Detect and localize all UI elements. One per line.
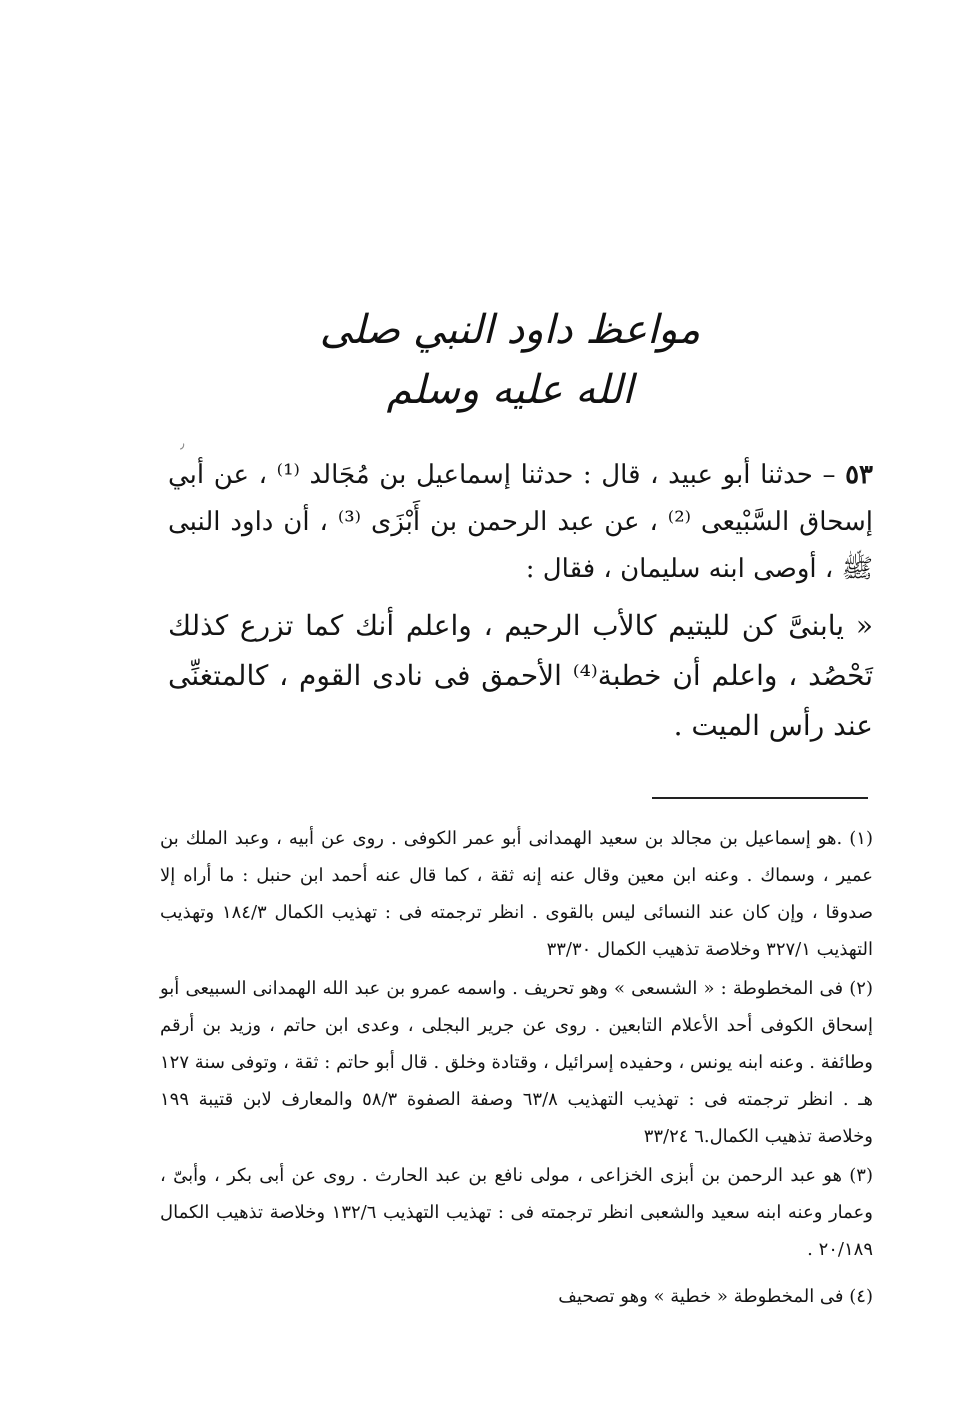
margin-mark: ٫ (180, 436, 185, 452)
hadith-quote: « يابنىَّ كن لليتيم كالأب الرحيم ، واعلم أنك كما تزرع كذلك تَحْصُد ، واعلم أن خطبة⁽⁴⁾ الأحمق فى نادى القوم ، كالمتغنِّى عند رأس الميت . (168, 609, 873, 742)
footnote-3: (٣) هو عبد الرحمن بن أبزى الخزاعى ، مولى نافع بن عبد الحارث . روى عن أبى بكر ، وأبىّ ، وعمار وعنه ابنه سعيد والشعبى انظر ترجمته فى : تهذيب التهذيب ١٣٢/٦ وخلاصة تذهيب الكمال ٢٠/١٨٩ . (160, 1165, 873, 1260)
hadith-text (168, 452, 873, 751)
hadith-isnad: حدثنا أبو عبيد ، قال : حدثنا إسماعيل بن مُجَالد ⁽¹⁾ ، عن أبي إسحاق السَّبْيعى ⁽²⁾ ، عن عبد الرحمن بن أَبْزَى ⁽³⁾ ، أن داود النبى ﷺ ، أوصى ابنه سليمان ، فقال : (168, 460, 873, 584)
chapter-heading: مواعظ داود النبي صلى الله عليه وسلم (319, 307, 701, 413)
footnotes (160, 820, 873, 1317)
footnote-2: (٢) فى المخطوطة : « الشسعى » وهو تحريف . واسمه عمرو بن عبد الله الهمدانى السبيعى أبو إسحاق الكوفى أحد الأعلام التابعين . روى عن جرير البجلى ، وعدى ابن حاتم ، وزيد بن أرقم وطائفة . وعنه ابنه يونس ، وحفيده إسرائيل ، وقتادة وخلق . قال أبو حاتم : ثقة ، وتوفى سنة ١٢٧ هـ . انظر ترجمته فى : تهذيب التهذيب ٦٣/٨ وصفة الصفوة ٥٨/٣ والمعارف لابن قتيبة ١٩٩ وخلاصة تذهيب الكمال.٦ ٣٣/٢٤ (160, 978, 874, 1147)
footnote-1: (١) .هو إسماعيل بن مجالد بن سعيد الهمدانى أبو عمر الكوفى . روى عن أبيه ، وعبد الملك بن عمير ، وسماك . وعنه ابن معين وقال عنه إنه ثقة ، كما قال عنه أحمد ابن حنبل : ما أراه إلا صدوقا ، وإن كان عند النسائى ليس بالقوى . انظر ترجمته فى : تهذيب الكمال ١٨٤/٣ وتهذيب التهذيب ٣٢٧/١ وخلاصة تذهيب الكمال ٣٣/٣٠ (160, 828, 873, 960)
footnote-4: (٤) فى المخطوطة « خطية » وهو تصحيف (558, 1286, 873, 1307)
footnote-divider (652, 797, 868, 799)
hadith-dash: – (822, 460, 836, 490)
hadith-number: ٥٣ (845, 460, 874, 490)
hadith-intro-paragraph (168, 452, 873, 593)
